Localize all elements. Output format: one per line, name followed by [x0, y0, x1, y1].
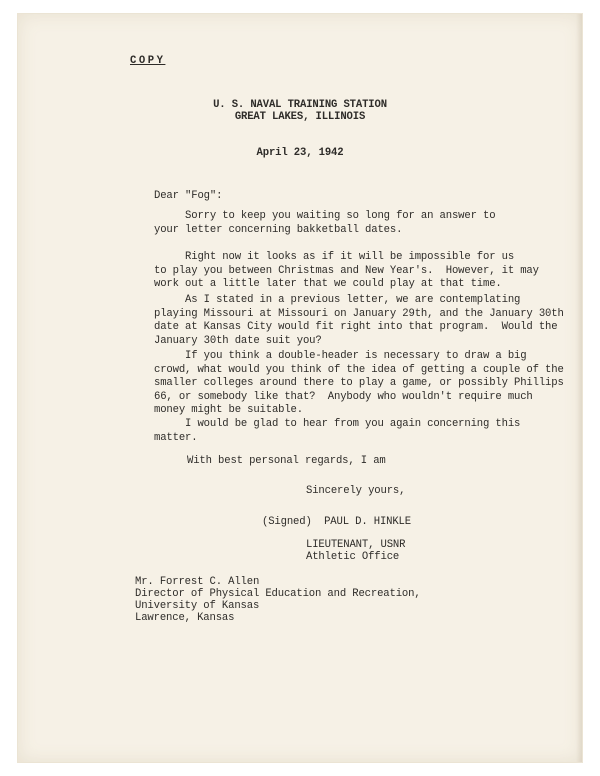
complimentary-close: Sincerely yours,: [306, 485, 406, 497]
letterhead-line-2: GREAT LAKES, ILLINOIS: [234, 111, 366, 123]
paragraph-line: As I stated in a previous letter, we are contemplating: [154, 294, 521, 306]
paragraph-5: [154, 418, 534, 445]
paragraph-line: January 30th date suit you?: [154, 334, 322, 347]
salutation: Dear "Fog":: [154, 190, 223, 202]
recipient-institution: University of Kansas: [135, 600, 260, 612]
paragraph-line: Sorry to keep you waiting so long for an answer to: [154, 210, 496, 222]
paragraph-line: Right now it looks as if it will be impossible for us: [154, 251, 515, 263]
paragraph-line: smaller colleges around there to play a game, or possibly Phillips: [154, 377, 564, 390]
letter-date: April 23, 1942: [256, 147, 344, 159]
letterhead-line-1: U. S. NAVAL TRAINING STATION: [213, 99, 387, 111]
paragraph-line: date at Kansas City would fit right into that program. Would the: [154, 321, 558, 334]
recipient-title: Director of Physical Education and Recreation,: [135, 588, 421, 600]
paragraph-1: [154, 210, 534, 237]
paragraph-3: [154, 294, 564, 348]
signer-rank: LIEUTENANT, USNR: [306, 539, 406, 551]
recipient-city: Lawrence, Kansas: [135, 612, 235, 624]
paragraph-line: If you think a double-header is necessary to draw a big: [154, 350, 527, 362]
paragraph-line: matter.: [154, 431, 198, 444]
paragraph-2: [154, 251, 539, 292]
signed-line: (Signed) PAUL D. HINKLE: [262, 516, 411, 528]
paragraph-line: playing Missouri at Missouri on January 29th, and the January 30th: [154, 307, 564, 320]
paragraph-line: I would be glad to hear from you again concerning this: [154, 418, 521, 430]
signer-office: Athletic Office: [306, 551, 400, 563]
closing-regards: With best personal regards, I am: [187, 455, 386, 467]
paragraph-4: [154, 350, 564, 418]
paragraph-line: crowd, what would you think of the idea of getting a couple of the: [154, 363, 564, 376]
copy-label: COPY: [130, 55, 166, 67]
paragraph-line: 66, or somebody like that? Anybody who wouldn't require much: [154, 390, 533, 403]
paragraph-line: your letter concerning bakketball dates.: [154, 223, 403, 236]
recipient-name: Mr. Forrest C. Allen: [135, 576, 260, 588]
paragraph-line: to play you between Christmas and New Year's. However, it may: [154, 264, 539, 277]
paragraph-line: work out a little later that we could play at that time.: [154, 278, 502, 291]
paragraph-line: money might be suitable.: [154, 404, 303, 417]
